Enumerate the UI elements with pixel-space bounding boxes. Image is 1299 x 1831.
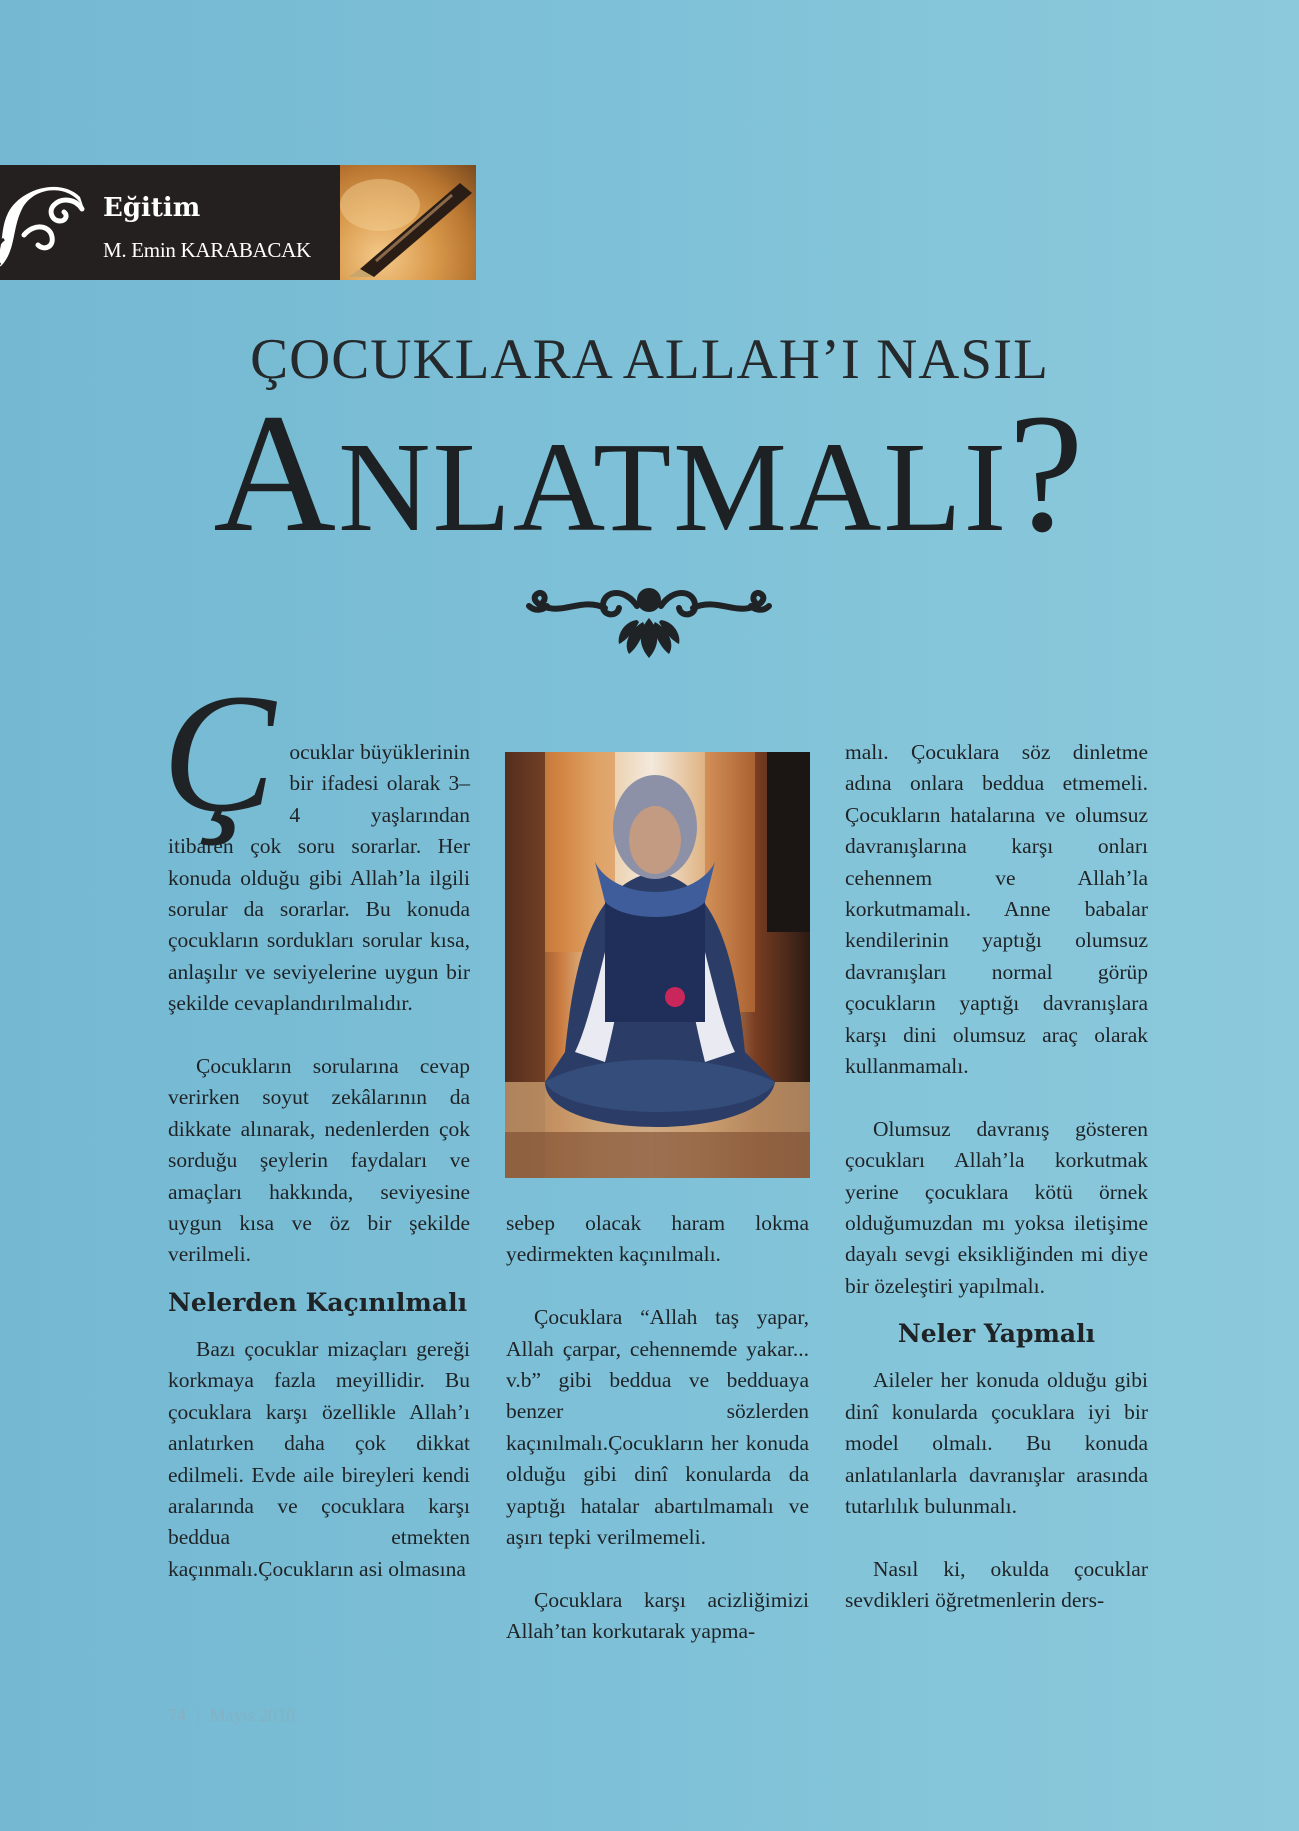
issue-date: Mayıs 2010	[209, 1705, 296, 1725]
section-title: Eğitim	[103, 193, 201, 223]
section-header	[0, 165, 340, 280]
paragraph: ocuklar büyüklerinin bir ifadesi olarak 3–4 yaşlarından itibaren çok soru sorarlar. Her konuda olduğu gibi Allah’la ilgili sorular da sorarlar. Bu konuda çocukların sordukları sorular kısa, anlaşılır ve seviyelerine uygun bir şekilde cevaplandırılmalıdır.	[168, 740, 470, 1016]
main-title-question: ?	[1008, 379, 1086, 567]
paragraph: malı. Çocuklara söz dinletme adına onlara beddua etmemeli. Çocukların hatalarına ve olumsuz davranışlarına karşı onları cehennem ve Allah’la korkutmamalı. Anne babalar kendilerinin yaptığı olumsuz davranışları normal görüp çocukların yaptığı davranışlara karşı dini olumsuz araç olarak kullanmamalı.	[845, 740, 1148, 1079]
header-photo	[340, 165, 476, 280]
author-name: M. Emin KARABACAK	[103, 238, 311, 262]
child-photo-image	[505, 752, 810, 1178]
paragraph: Olumsuz davranış gösteren çocukları Allah’la korkutmak yerine çocuklara kötü örnek olduğumuzdan mı yoksa iletişime dayalı sevgi eksikliğinden mi diye bir özeleştiri yapılmalı.	[845, 1116, 1148, 1298]
ornament-icon	[525, 578, 773, 660]
paragraph: Çocuklara “Allah taş yapar, Allah çarpar, cehennemde yakar... v.b” gibi beddua ve bedduaya benzer sözlerden kaçınılmalı.Çocukların her konuda olduğu gibi dinî konularda da yaptığı hatalar abartılmamalı ve aşırı tepki verilmemeli.	[506, 1305, 809, 1550]
subheading: Neler Yapmalı	[897, 1319, 1096, 1349]
paragraph: Çocukların sorularına cevap verirken soyut zekâlarının da dikkate alınarak, nedenlerden çok sorduğu şeylerin faydaları ve amaçları hakkında, seviyesine uygun kısa ve öz bir şekilde verilmeli.	[168, 1054, 470, 1267]
page-number: 74	[168, 1705, 186, 1725]
subheading: Nelerden Kaçınılmalı	[168, 1287, 468, 1317]
footer-divider: |	[196, 1705, 200, 1725]
paragraph: Bazı çocuklar mizaçları gereği korkmaya fazla meyillidir. Bu çocuklara karşı özellikle Allah’ı anlatırken daha çok dikkat edilmeli. Evde aile bireyleri kendi aralarında ve çocuklara karşı beddua etmekten kaçınmalı.Çocukların asi olmasına	[168, 1336, 470, 1581]
dropcap: Ç	[162, 659, 276, 847]
paragraph: sebep olacak haram lokma yedirmekten kaçınılmalı.	[506, 1211, 809, 1267]
paragraph: Aileler her konuda olduğu gibi dinî konularda çocuklara iyi bir model olmalı. Bu konuda anlatılanlarla davranışlar arasında tutarlılık bulunmalı.	[845, 1368, 1148, 1518]
title-kicker: ÇOCUKLARA ALLAH’I NASIL	[250, 328, 1049, 391]
main-title-initial: A	[213, 379, 339, 567]
page-footer	[168, 1705, 295, 1726]
column-3	[845, 737, 1148, 1617]
main-title-rest: NLATMALI	[338, 416, 1009, 558]
paragraph: Çocuklara karşı acizliğimizi Allah’tan korkutarak yapma-	[506, 1587, 809, 1644]
paragraph: Nasıl ki, okulda çocuklar sevdikleri öğretmenlerin ders-	[845, 1556, 1148, 1613]
column-1	[162, 659, 470, 1585]
child-photo	[505, 752, 810, 1178]
column-2	[506, 1208, 809, 1648]
main-title	[0, 379, 1299, 567]
flourish-icon	[0, 179, 94, 271]
pen-icon	[340, 165, 476, 280]
